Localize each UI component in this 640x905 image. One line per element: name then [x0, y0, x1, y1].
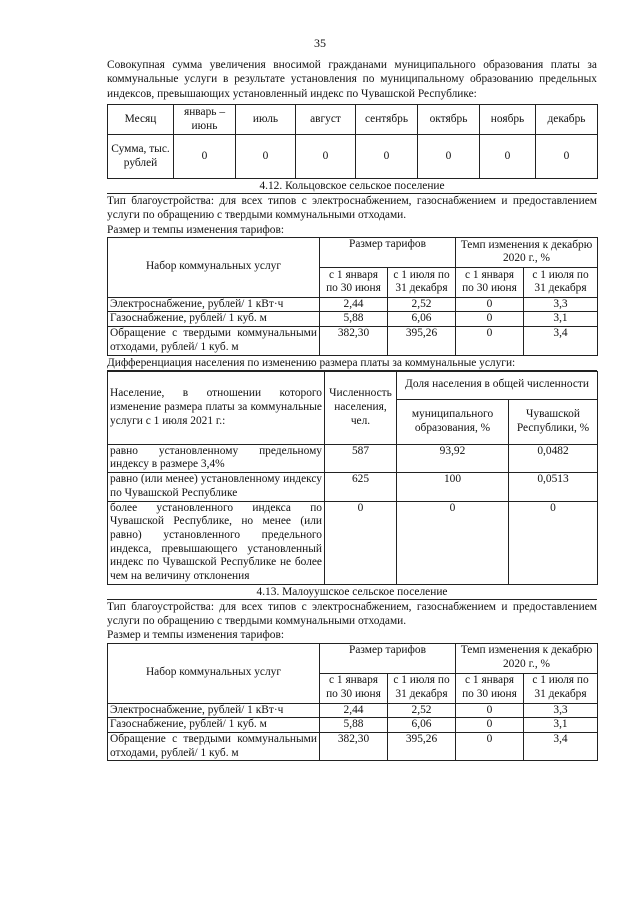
service-label: Электроснабжение, рублей/ 1 кВт·ч [108, 297, 320, 312]
month-value-cell: 0 [480, 134, 536, 178]
count-header: Численность населения, чел. [325, 371, 397, 444]
landscaping-paragraph: Тип благоустройства: для всех типов с электроснабжением, газоснабжением и предоставлением услуги по обращению с твердыми коммунальными отходами. [107, 600, 597, 628]
tariff-value: 2,52 [388, 703, 456, 718]
rate-value: 0 [456, 703, 524, 718]
service-label: Газоснабжение, рублей/ 1 куб. м [108, 718, 320, 733]
republic-header: Чувашской Республики, % [509, 399, 598, 444]
tariff-value: 382,30 [320, 327, 388, 355]
tariff-header-row [108, 237, 598, 267]
republic-share: 0,0482 [509, 444, 598, 472]
population-label: равно установленному предельному индексу в размере 3,4% [108, 444, 325, 472]
rate-value: 3,3 [524, 703, 598, 718]
section-title: 4.13. Малоуушское сельское поселение [107, 585, 597, 600]
republic-share: 0 [509, 501, 598, 584]
month-value-cell: 0 [536, 134, 598, 178]
municipal-header: муниципального образования, % [397, 399, 509, 444]
period-header: с 1 июля по 31 декабря [524, 673, 598, 703]
table-row [108, 733, 598, 761]
services-header: Набор коммунальных услуг [108, 237, 320, 297]
republic-share: 0,0513 [509, 473, 598, 501]
period-header: с 1 июля по 31 декабря [388, 673, 456, 703]
month-header-cell: сентябрь [356, 104, 418, 134]
monthly-increase-table [107, 104, 598, 179]
month-value-cell: 0 [236, 134, 296, 178]
month-value-cell: 0 [418, 134, 480, 178]
tariff-value: 2,44 [320, 703, 388, 718]
rate-value: 0 [456, 327, 524, 355]
rate-value: 0 [456, 718, 524, 733]
differentiation-caption: Дифференциация населения по изменению размера платы за коммунальные услуги: [107, 356, 597, 371]
population-label: равно (или менее) установленному индексу по Чувашской Республике [108, 473, 325, 501]
tariff-value: 382,30 [320, 733, 388, 761]
tariff-value: 6,06 [388, 718, 456, 733]
rate-value: 3,3 [524, 297, 598, 312]
month-header-cell: январь – июнь [174, 104, 236, 134]
rate-value: 3,4 [524, 733, 598, 761]
table-row [108, 312, 598, 327]
tariff-size-header: Размер тарифов [320, 643, 456, 673]
tariff-table [107, 237, 598, 356]
rate-value: 0 [456, 312, 524, 327]
share-header: Доля населения в общей численности [397, 371, 598, 399]
tariff-value: 5,88 [320, 312, 388, 327]
table-row [108, 327, 598, 355]
table-row [108, 444, 598, 472]
population-header: Население, в отношении которого изменение размера платы за коммунальные услуги с 1 июля 2021 г.: [108, 371, 325, 444]
month-value-cell: 0 [356, 134, 418, 178]
landscaping-paragraph: Тип благоустройства: для всех типов с электроснабжением, газоснабжением и предоставлением услуги по обращению с твердыми коммунальными отходами. [107, 195, 597, 222]
service-label: Обращение с твердыми коммунальными отходами, рублей/ 1 куб. м [108, 733, 320, 761]
table-row [108, 703, 598, 718]
municipal-share: 0 [397, 501, 509, 584]
municipal-share: 100 [397, 473, 509, 501]
rate-value: 3,4 [524, 327, 598, 355]
tariff-value: 395,26 [388, 327, 456, 355]
rate-value: 0 [456, 733, 524, 761]
month-value-cell: 0 [174, 134, 236, 178]
period-header: с 1 января по 30 июня [456, 673, 524, 703]
period-header: с 1 июля по 31 декабря [524, 267, 598, 297]
population-count: 0 [325, 501, 397, 584]
population-count: 587 [325, 444, 397, 472]
tariffs-caption: Размер и темпы изменения тарифов: [107, 629, 285, 642]
month-header-cell: декабрь [536, 104, 598, 134]
population-table [107, 371, 598, 585]
section-title: 4.12. Кольцовское сельское поселение [107, 179, 597, 194]
intro-paragraph: Совокупная сумма увеличения вносимой гражданами муниципального образования платы за коммунальные услуги в результате установления по муниципальному образованию предельных индексов, превышающих установленный индекс по Чувашской Республике: [107, 59, 597, 100]
month-value-cell: 0 [296, 134, 356, 178]
month-header-cell: ноябрь [480, 104, 536, 134]
service-label: Обращение с твердыми коммунальными отходами, рублей/ 1 куб. м [108, 327, 320, 355]
table-row [108, 501, 598, 584]
rate-value: 3,1 [524, 718, 598, 733]
month-header-cell: октябрь [418, 104, 480, 134]
period-header: с 1 января по 30 июня [456, 267, 524, 297]
rate-value: 3,1 [524, 312, 598, 327]
tariff-value: 5,88 [320, 718, 388, 733]
page-number: 35 [314, 36, 326, 50]
tariffs-caption: Размер и темпы изменения тарифов: [107, 223, 285, 236]
population-label: более установленного индекса по Чувашской Республике, но менее (или равно) установленного предельного индекса, превышающего установленный индекс по Чувашской Республике не более чем на величину отклонения [108, 501, 325, 584]
service-label: Электроснабжение, рублей/ 1 кВт·ч [108, 703, 320, 718]
period-header: с 1 января по 30 июня [320, 267, 388, 297]
table-row [108, 297, 598, 312]
service-label: Газоснабжение, рублей/ 1 куб. м [108, 312, 320, 327]
tariff-value: 2,44 [320, 297, 388, 312]
month-value-row [108, 134, 598, 178]
month-header-cell: июль [236, 104, 296, 134]
table-row [108, 718, 598, 733]
month-header-row [108, 104, 598, 134]
period-header: с 1 июля по 31 декабря [388, 267, 456, 297]
tariff-table [107, 643, 598, 762]
table-row [108, 473, 598, 501]
tariff-size-header: Размер тарифов [320, 237, 456, 267]
month-header-cell: Месяц [108, 104, 174, 134]
population-count: 625 [325, 473, 397, 501]
tariff-rate-header: Темп изменения к декабрю 2020 г., % [456, 237, 598, 267]
tariff-value: 6,06 [388, 312, 456, 327]
month-header-cell: август [296, 104, 356, 134]
tariff-value: 2,52 [388, 297, 456, 312]
population-header-row [108, 371, 598, 399]
tariff-value: 395,26 [388, 733, 456, 761]
tariff-header-row [108, 643, 598, 673]
period-header: с 1 января по 30 июня [320, 673, 388, 703]
services-header: Набор коммунальных услуг [108, 643, 320, 703]
rate-value: 0 [456, 297, 524, 312]
municipal-share: 93,92 [397, 444, 509, 472]
document-body [107, 58, 597, 761]
tariff-rate-header: Темп изменения к декабрю 2020 г., % [456, 643, 598, 673]
month-row-label: Сумма, тыс. рублей [108, 134, 174, 178]
